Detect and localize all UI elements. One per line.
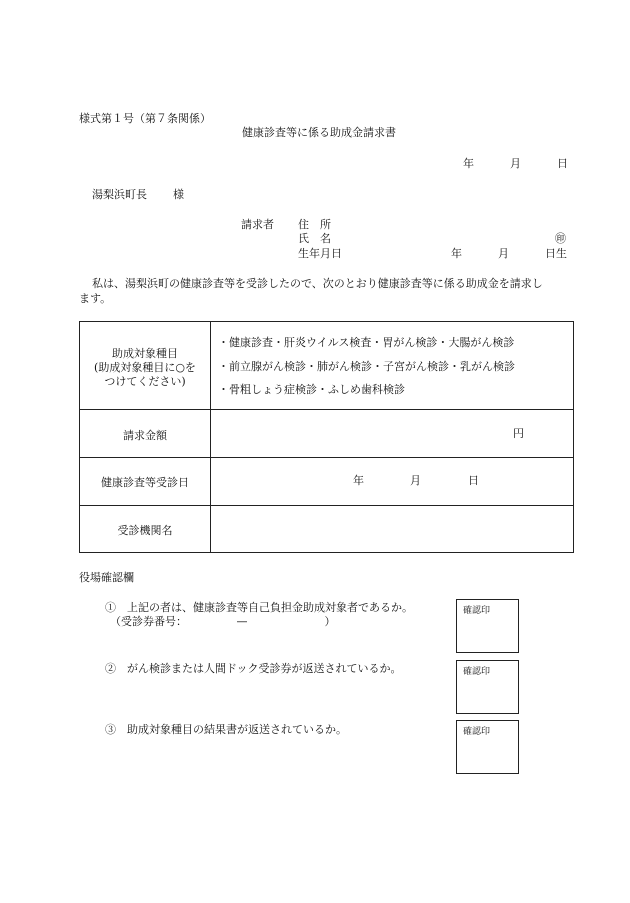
birth-year-label: 年: [451, 247, 462, 260]
subject-label-2: (助成対象種目に○を: [94, 361, 196, 374]
institution-label: 受診機関名: [117, 524, 173, 537]
form-title: 健康診査等に係る助成金請求書: [242, 126, 396, 139]
stamp-label: 確認印: [463, 727, 491, 737]
date-month-label: 月: [510, 157, 521, 170]
amount-field[interactable]: [220, 418, 500, 448]
addressee-name: 湯梨浜町長: [92, 188, 147, 201]
stamp-box-3[interactable]: [456, 720, 519, 774]
institution-field[interactable]: [220, 512, 560, 546]
stamp-label: 確認印: [463, 667, 491, 677]
exam-year-label: 年: [353, 474, 364, 487]
check-item-2: ② がん検診または人間ドック受診券が返送されているか。: [105, 662, 402, 675]
office-section-title: 役場確認欄: [79, 571, 134, 584]
check-item-1: ① 上記の者は、健康診査等自己負担金助成対象者であるか。: [105, 601, 413, 614]
table-row: [80, 505, 573, 506]
applicant-label: 請求者: [241, 218, 274, 231]
check-item-3: ③ 助成対象種目の結果書が返送されているか。: [105, 723, 347, 736]
name-label: 氏 名: [298, 232, 331, 245]
check-item-1-ticket: （受診券番号： — ）: [110, 615, 336, 628]
addressee-honorific: 様: [173, 188, 184, 201]
address-label: 住 所: [298, 218, 331, 231]
subject-items-line-1[interactable]: ・健康診査・肝炎ウイルス検査・胃がん検診・大腸がん検診: [218, 336, 515, 349]
birth-month-label: 月: [498, 247, 509, 260]
subject-items-line-2[interactable]: ・前立腺がん検診・肺がん検診・子宮がん検診・乳がん検診: [218, 360, 515, 373]
table-row: [80, 409, 573, 410]
exam-month-label: 月: [410, 474, 421, 487]
application-table: [79, 321, 574, 553]
stamp-box-2[interactable]: [456, 660, 519, 714]
subject-items-line-3[interactable]: ・骨粗しょう症検診・ふしめ歯科検診: [218, 383, 405, 396]
statement-line-2: ます。: [79, 292, 112, 305]
subject-label-3: つけてください): [104, 375, 186, 388]
form-number: 様式第１号（第７条関係）: [79, 112, 211, 125]
table-divider: [210, 322, 211, 552]
exam-date-label: 健康診査等受診日: [101, 476, 189, 489]
amount-label: 請求金額: [123, 429, 167, 442]
amount-unit: 円: [513, 427, 524, 440]
birth-label: 生年月日: [298, 247, 342, 260]
stamp-box-1[interactable]: [456, 599, 519, 653]
birth-day-label: 日生: [545, 247, 567, 260]
subject-label-1: 助成対象種目: [112, 347, 178, 360]
exam-day-label: 日: [468, 474, 479, 487]
seal-mark: ㊞: [555, 232, 566, 245]
stamp-label: 確認印: [463, 606, 491, 616]
statement-line-1: 私は、湯梨浜町の健康診査等を受診したので、次のとおり健康診査等に係る助成金を請求し: [92, 277, 543, 290]
date-year-label: 年: [463, 157, 474, 170]
table-row: [80, 457, 573, 458]
exam-date-field[interactable]: [220, 464, 560, 498]
date-day-label: 日: [557, 157, 568, 170]
